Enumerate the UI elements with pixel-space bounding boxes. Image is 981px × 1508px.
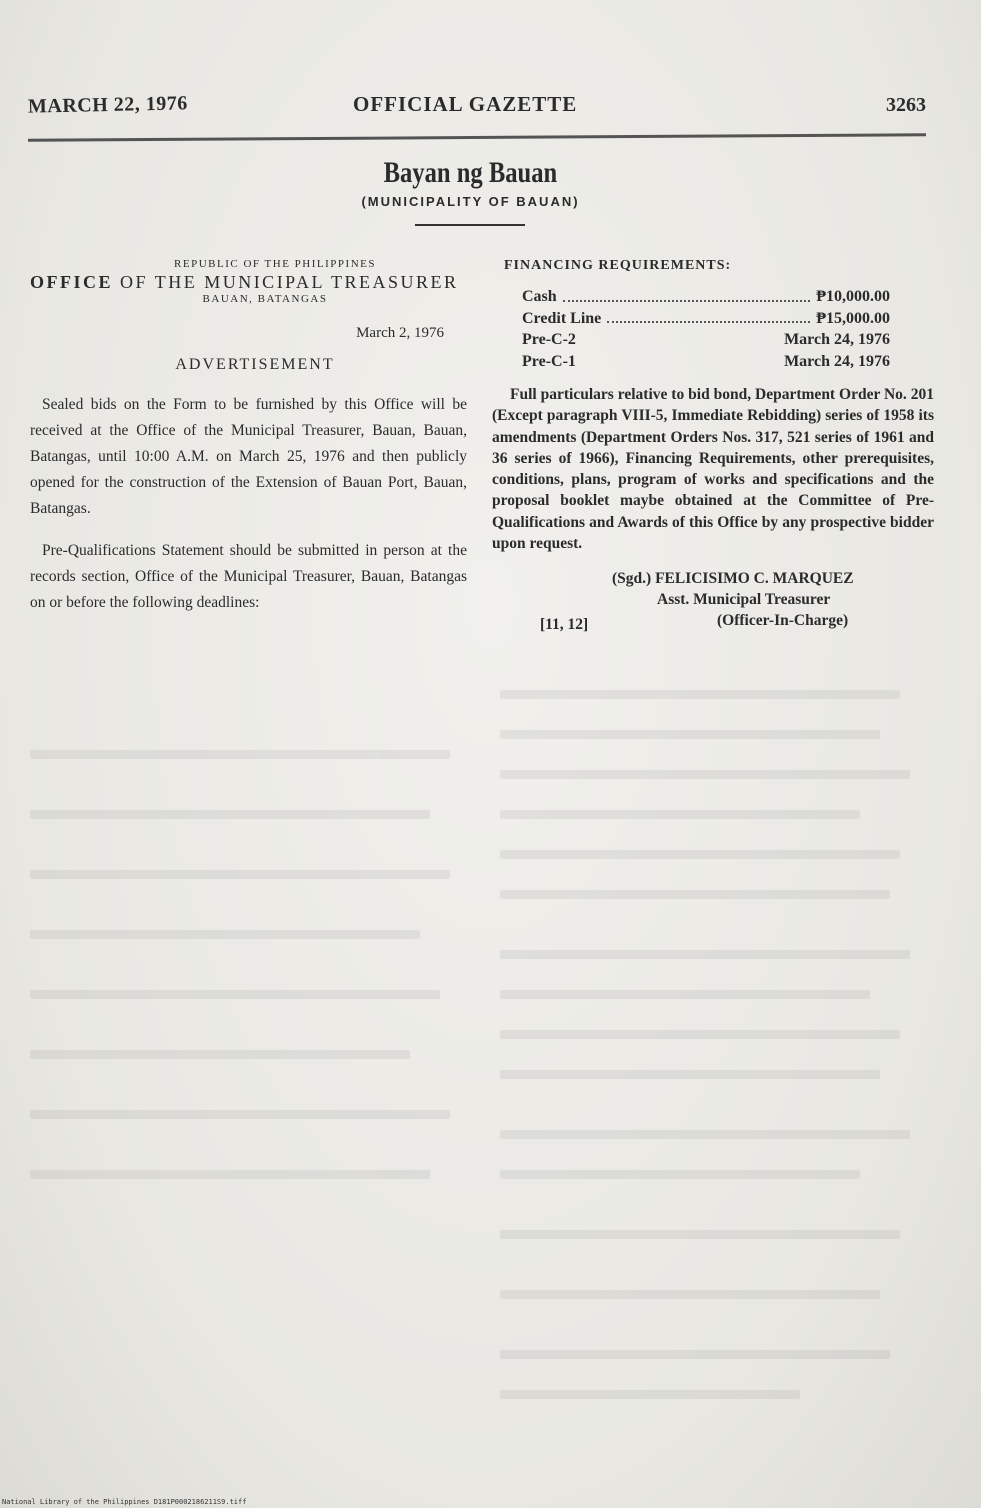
right-column (492, 258, 934, 650)
texture-line (500, 730, 880, 739)
signature-block (492, 570, 934, 650)
leader-dots (563, 286, 811, 302)
advertisement-date: March 2, 1976 (356, 325, 444, 341)
spacer (576, 329, 784, 351)
page-number: 3263 (886, 94, 926, 116)
header-divider (28, 133, 926, 141)
texture-line (30, 810, 430, 819)
signatory-capacity: (Officer-In-Charge) (717, 611, 849, 629)
financing-label: Cash (522, 288, 557, 305)
texture-line (30, 1050, 410, 1059)
advertisement-heading: ADVERTISEMENT (175, 356, 335, 373)
texture-line (500, 1390, 800, 1399)
texture-line (500, 890, 890, 899)
texture-line (500, 990, 870, 999)
issue-reference: [11, 12] (540, 615, 589, 633)
texture-line (500, 950, 910, 959)
financing-value: ₱10,000.00 (816, 288, 890, 305)
office-line (30, 272, 470, 293)
municipality-title: Bayan ng Bauan (383, 156, 558, 189)
particulars-paragraph: Full particulars relative to bid bond, Department Order No. 201 (Except paragraph VIII-5, Immediate Rebidding) series of 1958 its amendments (Department Orders Nos. 317, 521 series of 1961 and 36 series of 1966), Financing Requirements, other prerequisites, conditions, plans, program of works and specifications and the proposal booklet maybe obtained at the Committee of Pre-Qualifications and Awards of this Office by any prospective bidder upon request. (492, 386, 934, 553)
texture-line (500, 1230, 900, 1239)
financing-heading: FINANCING REQUIREMENTS: (504, 258, 732, 273)
deadline-value: March 24, 1976 (784, 352, 890, 370)
left-column (30, 258, 470, 631)
texture-line (500, 1030, 900, 1039)
deadline-label: Pre-C-1 (522, 352, 576, 370)
texture-line (500, 1290, 880, 1299)
bid-paragraph: Sealed bids on the Form to be furnished by this Office will be received at the Office of the Municipal Treasurer, Bauan, Bauan, Batangas, until 10:00 A.M. on March 25, 1976 and then publicly opened for the construction of the Extension of Bauan Port, Bauan, Batangas. (30, 396, 467, 517)
financing-label: Credit Line (522, 309, 602, 327)
signatory-position: Asst. Municipal Treasurer (657, 590, 831, 608)
municipality-subtitle: (MUNICIPALITY OF BAUAN) (361, 194, 580, 209)
deadline-label: Pre-C-2 (522, 331, 576, 348)
financing-table (522, 286, 890, 372)
leader-dots (607, 308, 810, 324)
texture-line (500, 850, 900, 859)
bleed-through-texture (30, 690, 940, 1430)
section-divider (415, 224, 525, 226)
publication-title: OFFICIAL GAZETTE (353, 92, 578, 116)
financing-value: ₱15,000.00 (816, 309, 890, 327)
texture-line (500, 690, 900, 699)
texture-line (30, 1110, 450, 1119)
texture-line (30, 990, 440, 999)
place-line: BAUAN, BATANGAS (202, 293, 328, 305)
texture-line (30, 750, 450, 759)
prequalification-paragraph: Pre-Qualifications Statement should be submitted in person at the records section, Office of the Municipal Treasurer, Bauan, Batangas on or before the following deadlines: (30, 541, 467, 611)
deadline-row (522, 329, 890, 351)
texture-line (30, 930, 420, 939)
texture-line (30, 1170, 430, 1179)
office-first-word: OFFICE (30, 272, 114, 292)
spacer (576, 351, 784, 373)
financing-row (522, 286, 890, 308)
texture-line (500, 1070, 880, 1079)
texture-line (500, 770, 910, 779)
office-rest: OF THE MUNICIPAL TREASURER (113, 272, 459, 292)
texture-line (500, 1130, 910, 1139)
scan-footer: National Library of the Philippines D181P0002186211S9.tiff (2, 1498, 247, 1506)
texture-line (500, 1170, 860, 1179)
deadline-row (522, 351, 890, 373)
deadline-value: March 24, 1976 (784, 331, 890, 348)
texture-line (500, 810, 860, 819)
page-header (28, 92, 926, 122)
header-date: MARCH 22, 1976 (27, 92, 188, 118)
texture-line (30, 870, 450, 879)
signatory-name: (Sgd.) FELICISIMO C. MARQUEZ (612, 569, 854, 587)
texture-line (500, 1350, 890, 1359)
republic-line: REPUBLIC OF THE PHILIPPINES (174, 258, 376, 270)
financing-row (522, 308, 890, 330)
